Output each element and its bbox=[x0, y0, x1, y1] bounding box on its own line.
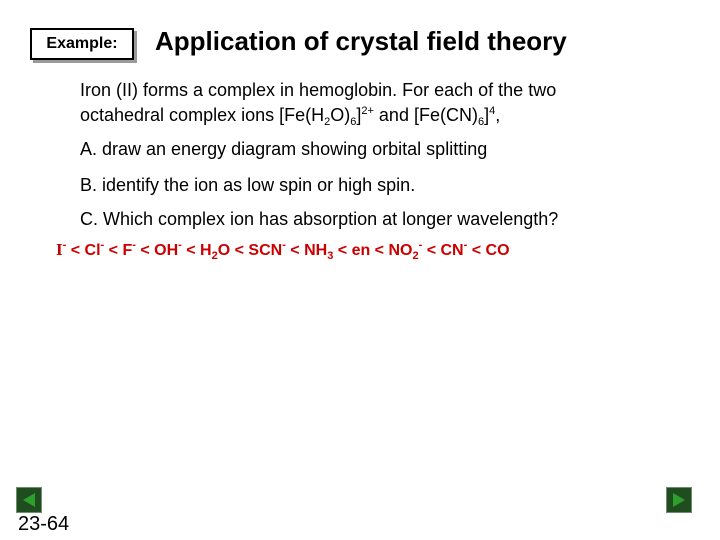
triangle-right-icon bbox=[670, 491, 688, 509]
triangle-left-icon bbox=[20, 491, 38, 509]
task-c: C. Which complex ion has absorption at longer wavelength? bbox=[80, 209, 559, 229]
intro-line-1: Iron (II) forms a complex in hemoglobin. For each of the two bbox=[80, 80, 557, 100]
example-badge bbox=[30, 28, 134, 60]
next-slide-button[interactable] bbox=[666, 487, 692, 513]
intro-line-2: octahedral complex ions $[Fe(H_2O)_6]^{2+}$ and $[Fe(CN)_6]^4$, bbox=[80, 105, 501, 128]
spectrochemical-series: $I^- < Cl^- < F^- < OH^- < H_2O < SCN^- < NH_3$ < en < $NO_2^- < CN^-$ < CO bbox=[56, 239, 510, 262]
task-a: A. draw an energy diagram showing orbital splitting bbox=[80, 139, 488, 159]
intro-paragraph bbox=[80, 78, 556, 128]
previous-slide-button[interactable] bbox=[16, 487, 42, 513]
example-badge-label: Example: bbox=[46, 35, 118, 52]
slide-number: 23-64 bbox=[18, 513, 70, 535]
task-b: B. identify the ion as low spin or high spin. bbox=[80, 175, 416, 195]
slide-title: Application of crystal field theory bbox=[155, 26, 567, 56]
